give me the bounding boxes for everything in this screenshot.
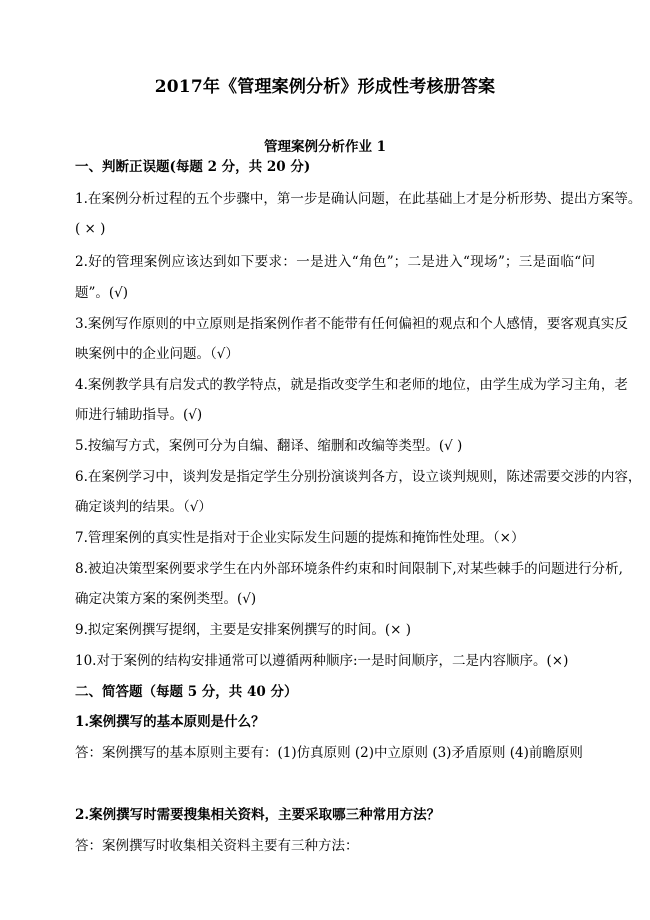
tf-item-7: 7.管理案例的真实性是指对于企业实际发生问题的提炼和掩饰性处理。（×） xyxy=(75,530,525,546)
tf-item-6-line2: 确定谈判的结果。（√） xyxy=(75,499,212,515)
tf-item-2-line2: 题”。(√) xyxy=(75,285,129,301)
tf-item-3-line1: 3.案例写作原则的中立原则是指案例作者不能带有任何偏袒的观点和个人感情，要客观真实反 xyxy=(75,316,628,332)
tf-item-3-line2: 映案例中的企业问题。（√） xyxy=(75,346,239,362)
tf-item-4-line1: 4.案例教学具有启发式的教学特点，就是指改变学生和老师的地位，由学生成为学习主角，老 xyxy=(75,377,628,393)
tf-item-9: 9.拟定案例撰写提纲，主要是安排案例撰写的时间。(× ) xyxy=(75,622,412,638)
tf-item-8-line1: 8.被迫决策型案例要求学生在内外部环境条件约束和时间限制下,对某些棘手的问题进行分析, xyxy=(75,561,623,577)
tf-item-8-line2: 确定决策方案的案例类型。(√) xyxy=(75,591,257,607)
tf-item-2-line1: 2.好的管理案例应该达到如下要求：一是进入“角色”；二是进入“现场”；三是面临“问 xyxy=(75,254,595,270)
short-answer-a2: 答：案例撰写时收集相关资料主要有三种方法： xyxy=(75,838,359,854)
short-answer-a1: 答：案例撰写的基本原则主要有：(1)仿真原则 (2)中立原则 (3)矛盾原则 (4)前瞻原则 xyxy=(75,745,583,761)
section1-heading: 一、判断正误题(每题 2 分，共 20 分) xyxy=(75,159,311,175)
short-answer-q1: 1.案例撰写的基本原则是什么？ xyxy=(75,714,265,730)
section2-heading: 二、简答题（每题 5 分，共 40 分） xyxy=(75,684,298,700)
tf-item-6-line1: 6.在案例学习中，谈判发是指定学生分别扮演谈判各方，设立谈判规则，陈述需要交涉的内容， xyxy=(75,469,642,485)
tf-item-1-line1: 1.在案例分析过程的五个步骤中，第一步是确认问题，在此基础上才是分析形势、提出方案等。 xyxy=(75,191,642,207)
assignment-subtitle: 管理案例分析作业 1 xyxy=(263,139,387,155)
tf-item-5: 5.按编写方式，案例可分为自编、翻译、缩删和改编等类型。(√ ) xyxy=(75,438,463,454)
document-title: 2017年《管理案例分析》形成性考核册答案 xyxy=(154,77,496,97)
short-answer-q2: 2.案例撰写时需要搜集相关资料，主要采取哪三种常用方法？ xyxy=(75,807,441,823)
tf-item-4-line2: 师进行辅助指导。(√) xyxy=(75,407,203,423)
tf-item-1-line2: ( × ) xyxy=(75,221,106,237)
tf-item-10: 10.对于案例的结构安排通常可以遵循两种顺序:一是时间顺序，二是内容顺序。(×) xyxy=(75,653,569,669)
